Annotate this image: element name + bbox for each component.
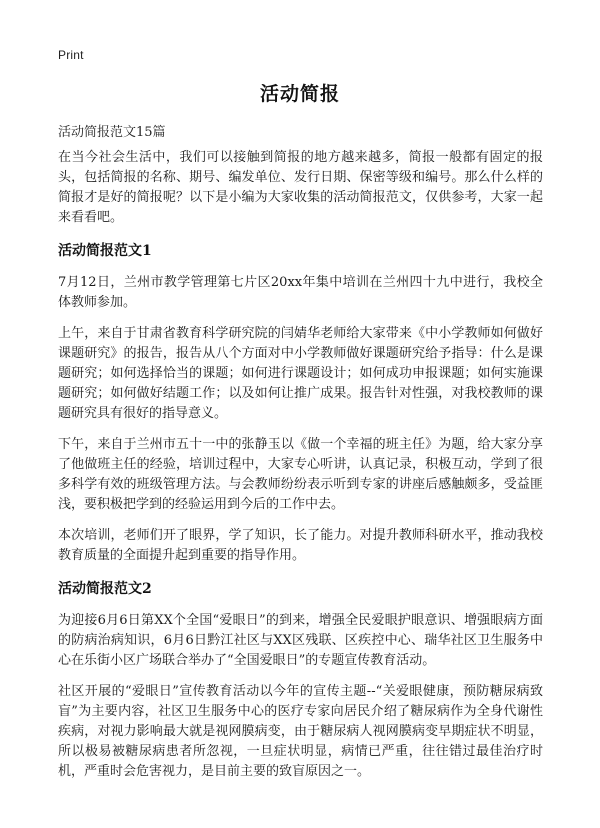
section-heading-1: 活动简报范文1 (58, 243, 152, 259)
section-1-paragraph-3: 下午，来自于兰州市五十一中的张静玉以《做一个幸福的班主任》为题，给大家分享了他做班主任的经验，培训过程中，大家专心听讲，认真记录，积极互动，学到了很多科学有效的班级管理方法。与会教师纷纷表示听到专家的讲座后感触颇多，受益匪浅，要积极把学到的经验运用到今后的工作中去。 (58, 437, 543, 512)
document-body (58, 148, 543, 793)
page-title: 活动简报 (259, 83, 340, 105)
section-heading-2: 活动简报范文2 (58, 581, 152, 597)
section-1-paragraph-2: 上午，来自于甘肃省教育科学研究院的闫婧华老师给大家带来《中小学教师如何做好课题研究》的报告，报告从八个方面对中小学教师做好课题研究给予指导：什么是课题研究；如何选择恰当的课题；如何进行课题设计；如何成功申报课题；如何实施课题研究；如何做好结题工作；以及如何让推广成果。报告针对性强，对我校教师的课题研究具有很好的指导意义。 (58, 326, 543, 421)
document-subtitle: 活动简报范文15篇 (58, 125, 166, 140)
intro-paragraph: 在当今社会生活中，我们可以接触到简报的地方越来越多，简报一般都有固定的报头，包括简报的名称、期号、编发单位、发行日期、保密等级和编号。那么什么样的简报才是好的简报呢？以下是小编为大家收集的活动简报范文，仅供参考，大家一起来看看吧。 (58, 150, 543, 225)
section-1-paragraph-4: 本次培训，老师们开了眼界，学了知识，长了能力。对提升教师科研水平，推动我校教育质量的全面提升起到重要的指导作用。 (58, 528, 543, 563)
section-1-paragraph-1: 7月12日，兰州市教学管理第七片区20xx年集中培训在兰州四十九中进行，我校全体教师参加。 (58, 275, 543, 310)
section-2-paragraph-2: 社区开展的“爱眼日”宣传教育活动以今年的宣传主题--“关爱眼健康，预防糖尿病致盲”为主要内容，社区卫生服务中心的医疗专家向居民介绍了糖尿病作为全身代谢性疾病，对视力影响最大就是视网膜病变，由于糖尿病人视网膜病变早期症状不明显，所以极易被糖尿病患者所忽视，一旦症状明显，病情已严重，往往错过最佳治疗时机，严重时会危害视力，是目前主要的致盲原因之一。 (58, 684, 543, 779)
print-label: Print (58, 48, 84, 62)
section-2-paragraph-1: 为迎接6月6日第XX个全国“爱眼日”的到来，增强全民爱眼护眼意识、增强眼病方面的防病治病知识，6月6日黔江社区与XX区残联、区疾控中心、瑞华社区卫生服务中心在乐街小区广场联合举办了“全国爱眼日”的专题宣传教育活动。 (58, 613, 543, 668)
